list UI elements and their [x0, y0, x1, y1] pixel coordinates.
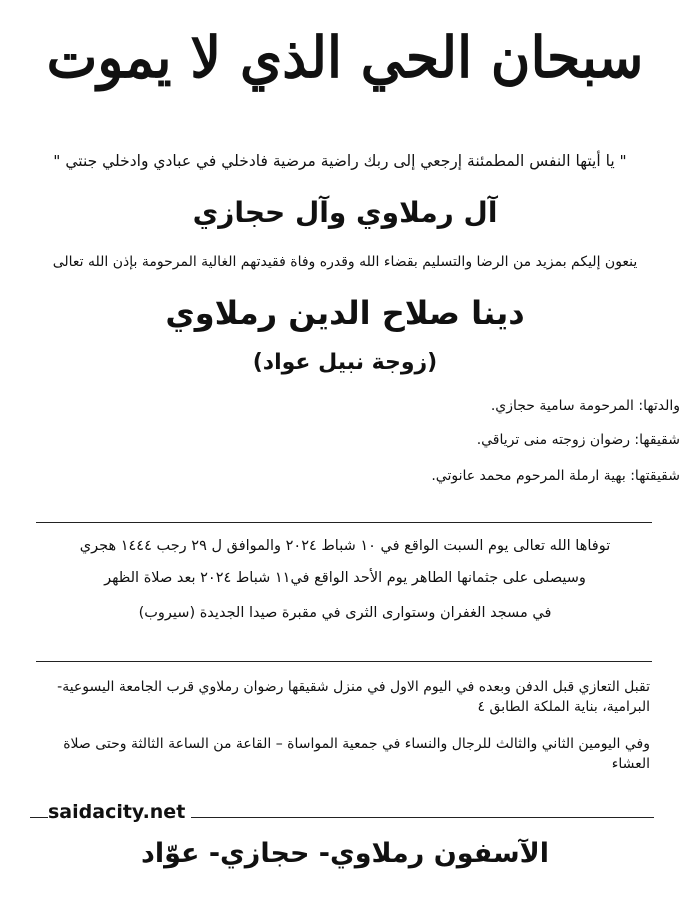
spouse-line: (زوجة نبيل عواد): [252, 350, 438, 375]
relative-sister: شقيقتها: بهية ارملة المرحوم محمد عانوتي.: [431, 468, 680, 484]
relative-mother: والدتها: المرحومة سامية حجازي.: [490, 398, 680, 414]
divider-top: [36, 522, 652, 523]
quran-verse: " يا أيتها النفس المطمئنة إرجعي إلى ربك راضية مرضية فادخلي في عبادي وادخلي جنتي ": [53, 152, 627, 170]
relative-brother: شقيقها: رضوان زوجته منى ترياقي.: [476, 432, 680, 448]
mourners-footer: الآسفون رملاوي- حجازي- عوّاد: [140, 838, 550, 869]
deceased-name: دينا صلاح الدين رملاوي: [165, 294, 525, 332]
calligraphy-heading: سبحان الحي الذي لا يموت: [46, 23, 644, 91]
death-date-line: توفاها الله تعالى يوم السبت الواقع في ١٠ شباط ٢٠٢٤ والموافق ل ٢٩ رجب ١٤٤٤ هجري: [79, 538, 611, 554]
condolences-first-day: تقبل التعازي قبل الدفن وبعده في اليوم الاول في منزل شقيقها رضوان رملاوي قرب الجامعة اليسوعية- البرامية، بناية الملكة الطابق ٤: [57, 679, 650, 715]
divider-bottom: [36, 661, 652, 662]
families-heading: آل رملاوي وآل حجازي: [192, 196, 498, 229]
burial-line: في مسجد الغفران وستوارى الثرى في مقبرة صيدا الجديدة (سيروب): [138, 605, 552, 621]
site-watermark: saidacity.net: [48, 801, 191, 823]
prayer-line: وسيصلى على جثمانها الطاهر يوم الأحد الواقع في١١ شباط ٢٠٢٤ بعد صلاة الظهر: [104, 570, 586, 586]
condolences-following-days: وفي اليومين الثاني والثالث للرجال والنساء في جمعية المواساة – القاعة من الساعة الثالثة وحتى صلاة العشاء: [63, 736, 650, 772]
announcement-text: ينعون إليكم بمزيد من الرضا والتسليم بقضاء الله وقدره وفاة فقيدتهم الغالية المرحومة بإذن الله تعالى: [52, 254, 638, 270]
